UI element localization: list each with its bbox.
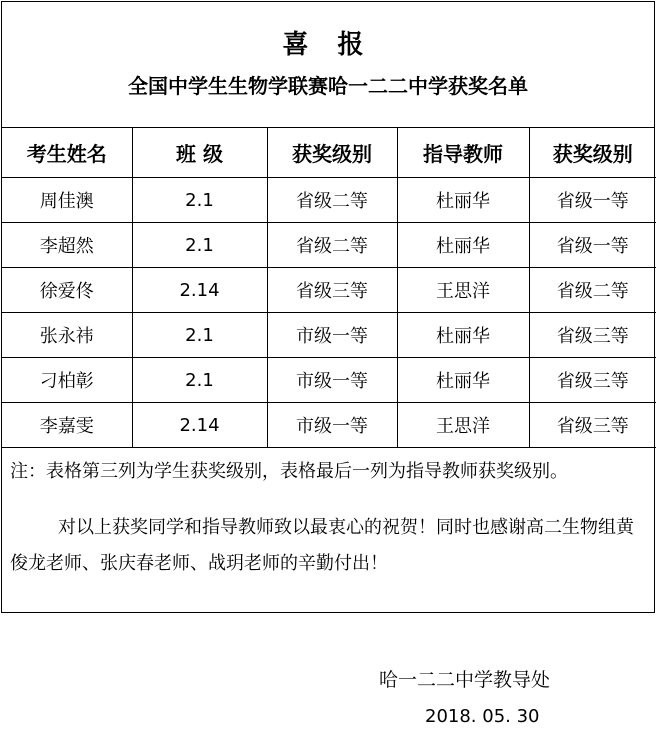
announcement-frame [1,1,655,613]
cell-student-award: 市级一等 [267,313,397,358]
title-block [2,2,654,128]
cell-class: 2.1 [132,313,267,358]
signature: 哈一二二中学教导处 [379,669,551,691]
note-section [2,448,654,582]
cell-teacher: 杜丽华 [397,223,529,268]
cell-class: 2.1 [132,358,267,403]
table-row [2,268,656,313]
cell-student-award: 省级二等 [267,223,397,268]
cell-class: 2.1 [132,178,267,223]
cell-student-award: 省级三等 [267,268,397,313]
cell-name: 李嘉雯 [2,403,132,448]
cell-name: 徐爱佟 [2,268,132,313]
cell-teacher-award: 省级一等 [529,178,656,223]
cell-name: 李超然 [2,223,132,268]
table-row [2,313,656,358]
cell-student-award: 市级一等 [267,403,397,448]
header-student-name: 考生姓名 [2,128,132,178]
cell-class: 2.14 [132,268,267,313]
award-table [2,128,656,448]
congratulations-text: 对以上获奖同学和指导教师致以最衷心的祝贺！同时也感谢高二生物组黄俊龙老师、张庆春老师、战玥老师的辛勤付出！ [10,517,634,574]
cell-student-award: 省级二等 [267,178,397,223]
cell-teacher-award: 省级二等 [529,268,656,313]
header-student-award: 获奖级别 [267,128,397,178]
date: 2018. 05. 30 [425,706,540,727]
cell-name: 张永祎 [2,313,132,358]
header-teacher: 指导教师 [397,128,529,178]
page-subtitle: 全国中学生生物学联赛哈一二二中学获奖名单 [128,74,528,98]
header-class: 班 级 [132,128,267,178]
cell-teacher: 王思洋 [397,268,529,313]
table-row [2,178,656,223]
table-row [2,358,656,403]
cell-name: 刁柏彰 [2,358,132,403]
cell-class: 2.14 [132,403,267,448]
cell-teacher-award: 省级三等 [529,358,656,403]
cell-teacher-award: 省级三等 [529,403,656,448]
cell-teacher: 杜丽华 [397,178,529,223]
cell-teacher: 杜丽华 [397,313,529,358]
cell-teacher-award: 省级一等 [529,223,656,268]
cell-name: 周佳澳 [2,178,132,223]
cell-teacher: 杜丽华 [397,358,529,403]
table-header-row [2,128,656,178]
header-teacher-award: 获奖级别 [529,128,656,178]
cell-class: 2.1 [132,223,267,268]
page-title: 喜 报 [282,30,374,60]
cell-teacher: 王思洋 [397,403,529,448]
table-row [2,223,656,268]
cell-student-award: 市级一等 [267,358,397,403]
table-note: 注：表格第三列为学生获奖级别，表格最后一列为指导教师获奖级别。 [10,461,568,482]
cell-teacher-award: 省级三等 [529,313,656,358]
table-row [2,403,656,448]
